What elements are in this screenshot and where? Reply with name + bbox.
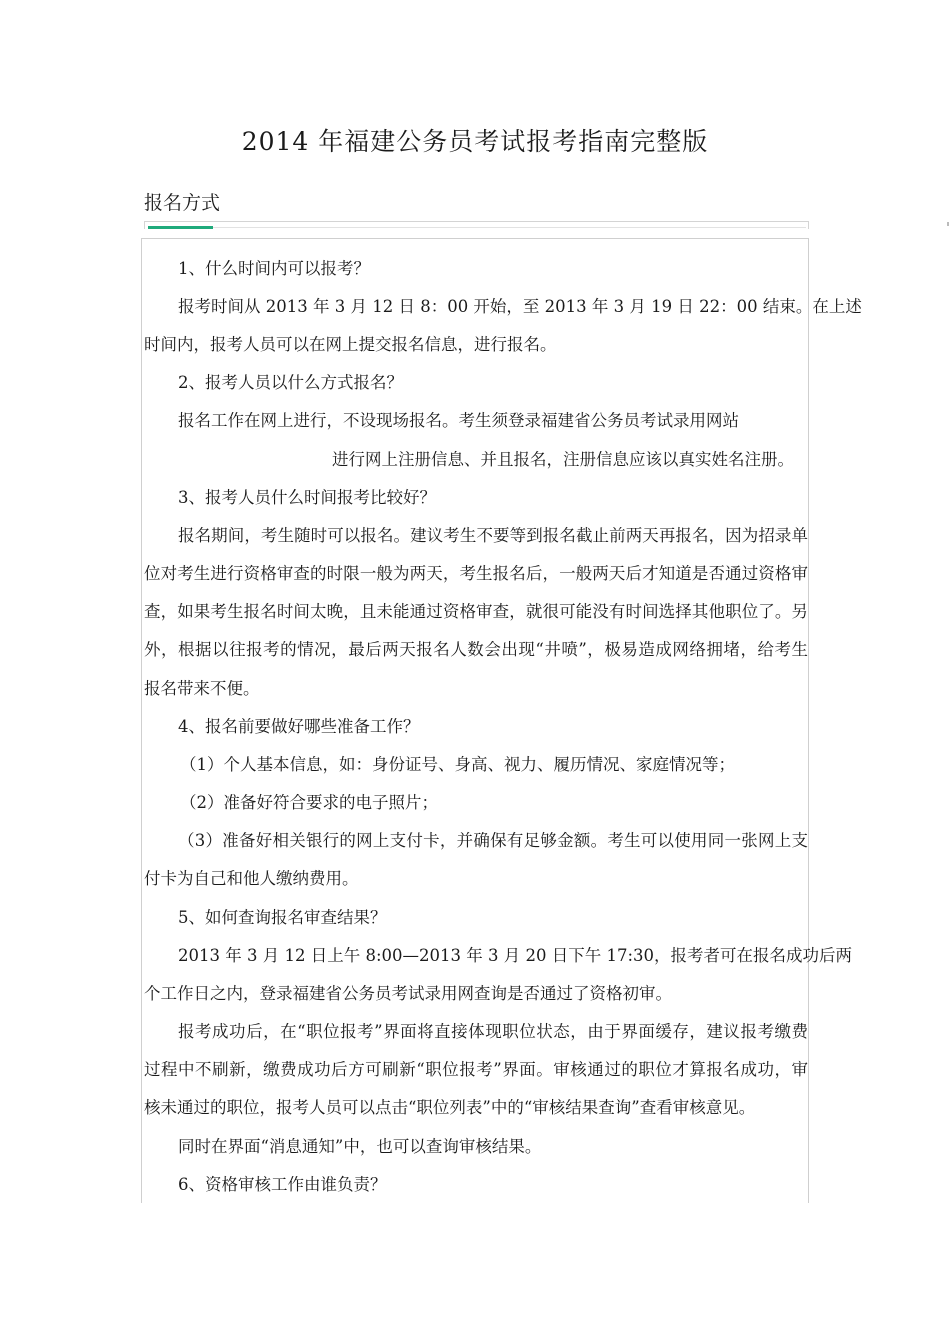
answer-3-line-1: 报名期间，考生随时可以报名。建议考生不要等到报名截止前两天再报名，因为招录单 [178,526,808,545]
tab-underline [213,227,806,228]
question-4: 4、报名前要做好哪些准备工作？ [178,717,420,736]
question-5: 5、如何查询报名审查结果？ [178,908,387,927]
active-tab-indicator [148,226,213,229]
answer-1-line-1: 报考时间从 2013 年 3 月 12 日 8：00 开始，至 2013 年 3 月 19 日 22：00 结束。在上述 [178,297,862,316]
answer-4-item-3-line-1: （3）准备好相关银行的网上支付卡，并确保有足够金额。考生可以使用同一张网上支 [178,831,808,850]
document-title: 2014 年福建公务员考试报考指南完整版 [241,127,709,156]
answer-3-line-4: 外，根据以往报考的情况，最后两天报名人数会出现“井喷”，极易造成网络拥堵，给考生 [144,640,808,659]
tab-bar [144,221,809,229]
question-6: 6、资格审核工作由谁负责？ [178,1175,387,1194]
answer-2-line-2: 进行网上注册信息、并且报名，注册信息应该以真实姓名注册。 [332,450,794,469]
question-1: 1、什么时间内可以报考？ [178,259,370,278]
answer-2-line-1: 报名工作在网上进行，不设现场报名。考生须登录福建省公务员考试录用网站 [178,411,739,430]
answer-5-line-2: 个工作日之内，登录福建省公务员考试录用网查询是否通过了资格初审。 [144,984,672,1003]
content-panel [141,238,862,1203]
answer-4-item-3-line-2: 付卡为自己和他人缴纳费用。 [144,869,359,888]
answer-5-line-5: 核未通过的职位，报考人员可以点击“职位列表”中的“审核结果查询”查看审核意见。 [144,1098,756,1117]
answer-4-item-1: （1）个人基本信息，如：身份证号、身高、视力、履历情况、家庭情况等； [180,755,735,774]
answer-5-line-3: 报考成功后，在“职位报考”界面将直接体现职位状态，由于界面缓存，建议报考缴费 [178,1022,808,1041]
question-3: 3、报考人员什么时间报考比较好？ [178,488,436,507]
answer-3-line-3: 查，如果考生报名时间太晚，且未能通过资格审查，就很可能没有时间选择其他职位了。另 [144,602,808,621]
edge-mark [947,222,949,226]
answer-5-line-6: 同时在界面“消息通知”中，也可以查询审核结果。 [178,1137,542,1156]
section-heading: 报名方式 [144,192,221,214]
question-2: 2、报考人员以什么方式报名？ [178,373,403,392]
answer-3-line-5: 报名带来不便。 [144,679,260,698]
answer-4-item-2: （2）准备好符合要求的电子照片； [180,793,438,812]
answer-5-line-4: 过程中不刷新，缴费成功后方可刷新“职位报考”界面。审核通过的职位才算报名成功，审 [144,1060,808,1079]
answer-3-line-2: 位对考生进行资格审查的时限一般为两天，考生报名后，一般两天后才知道是否通过资格审 [144,564,808,583]
answer-1-line-2: 时间内，报考人员可以在网上提交报名信息，进行报名。 [144,335,557,354]
answer-5-line-1: 2013 年 3 月 12 日上午 8:00—2013 年 3 月 20 日下午 17:30，报考者可在报名成功后两 [178,946,853,965]
